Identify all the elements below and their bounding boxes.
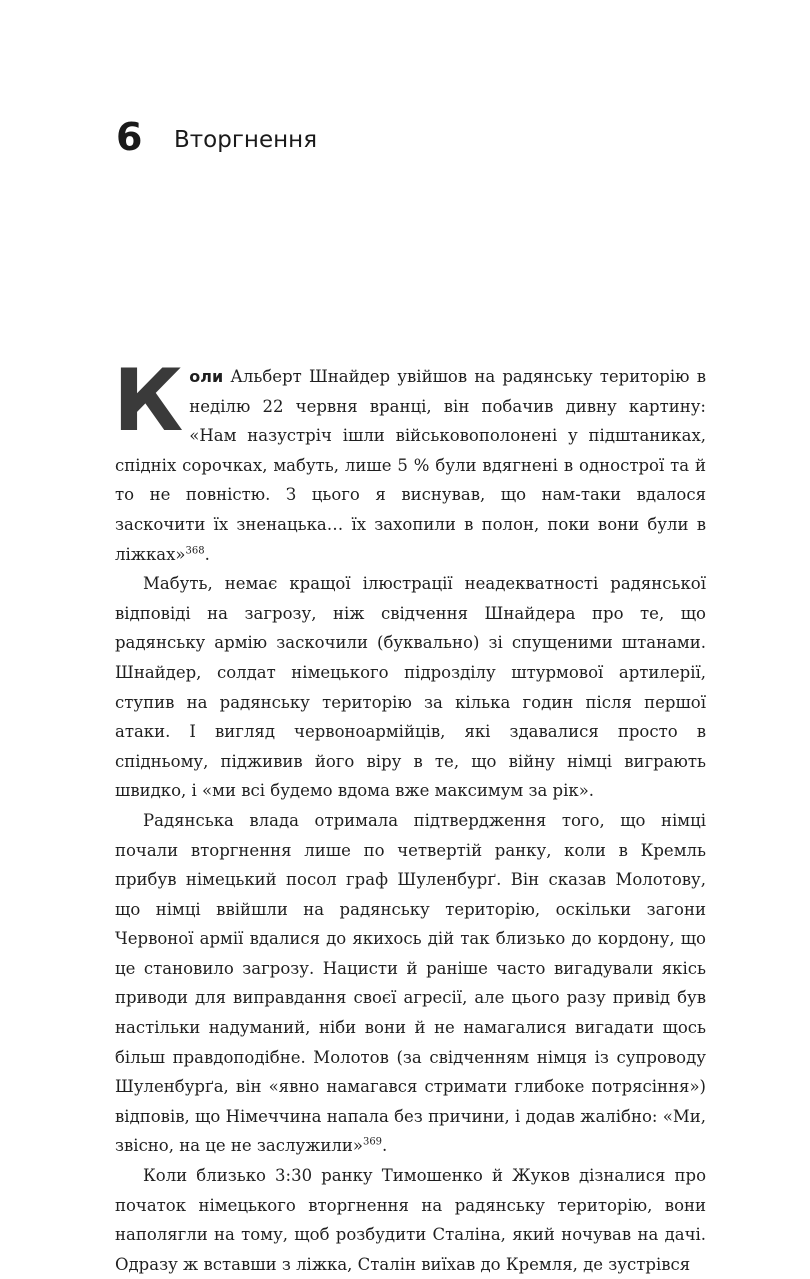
lead-in: оли [189,367,224,386]
paragraph-text: Мабуть, немає кращої ілюстрації неадекватності радянської відповіді на загрозу, ніж свідчення Шнайдера про те, що радянську армію заскочили (буквально) зі спущеними штанами. Шнайдер, солдат німецького підрозділу штурмової артилерії, ступив на радянську територію за кілька годин після першої атаки. І вигляд червоноармійців, які здавалися просто в спідньому, підживив його віру в те, що війну німці виграють швидко, і «ми всі будемо вдома вже максимум за рік». [115,574,706,801]
paragraph-tail: . [382,1136,388,1156]
drop-cap: К [113,351,184,451]
paragraph [115,806,706,1161]
chapter-title: Вторгнення [174,127,318,153]
paragraph-tail: . [204,544,210,564]
paragraph [115,569,706,806]
paragraph-text: Коли близько 3:30 ранку Тимошенко й Жуков дізналися про початок німецького вторгнення на радянську територію, вони наполягли на тому, щоб розбудити Сталіна, який ночував на дачі. Одразу ж вставши з ліжка, Сталін виїхав до Кремля, де зустрівся [115,1166,706,1274]
footnote-ref: 368 [185,545,205,557]
paragraph-text: Радянська влада отримала підтвердження того, що німці почали вторгнення лише по четвертій ранку, коли в Кремль прибув німецький посол граф Шуленбурґ. Він сказав Молотову, що німці ввійшли на радянську територію, оскільки загони Червоної армії вдалися до якихось дій так близько до кордону, що це становило загрозу. Нацисти й раніше часто вигадували якісь приводи для виправдання своєї агресії, але цього разу привід був настільки надуманий, ніби вони й не намагалися вигадати щось більш правдоподібне. Молотов (за свідченням німця із супроводу Шуленбурґа, він «явно намагався стримати глибоке потрясіння») відповів, що Німеччина напала без причини, і додав жалібно: «Ми, звісно, на це не заслужили» [115,810,706,1156]
paragraph-text: Альберт Шнайдер увійшов на радянську територію в неділю 22 червня вранці, він побачив дивну картину: «Нам назустріч ішли військовополонені у підштаниках, спідніх сорочках, мабуть, лише 5 % були вдягнені в однострої та й то не повністю. З цього я виснував, що нам-таки вдалося заскочити їх зненацька… їх захопили в полон, поки вони були в ліжках» [115,367,706,564]
chapter-number: 6 [116,115,143,159]
paragraph [113,351,706,569]
paragraph [115,1161,706,1279]
footnote-ref: 369 [362,1136,383,1148]
chapter-body [113,351,706,1279]
